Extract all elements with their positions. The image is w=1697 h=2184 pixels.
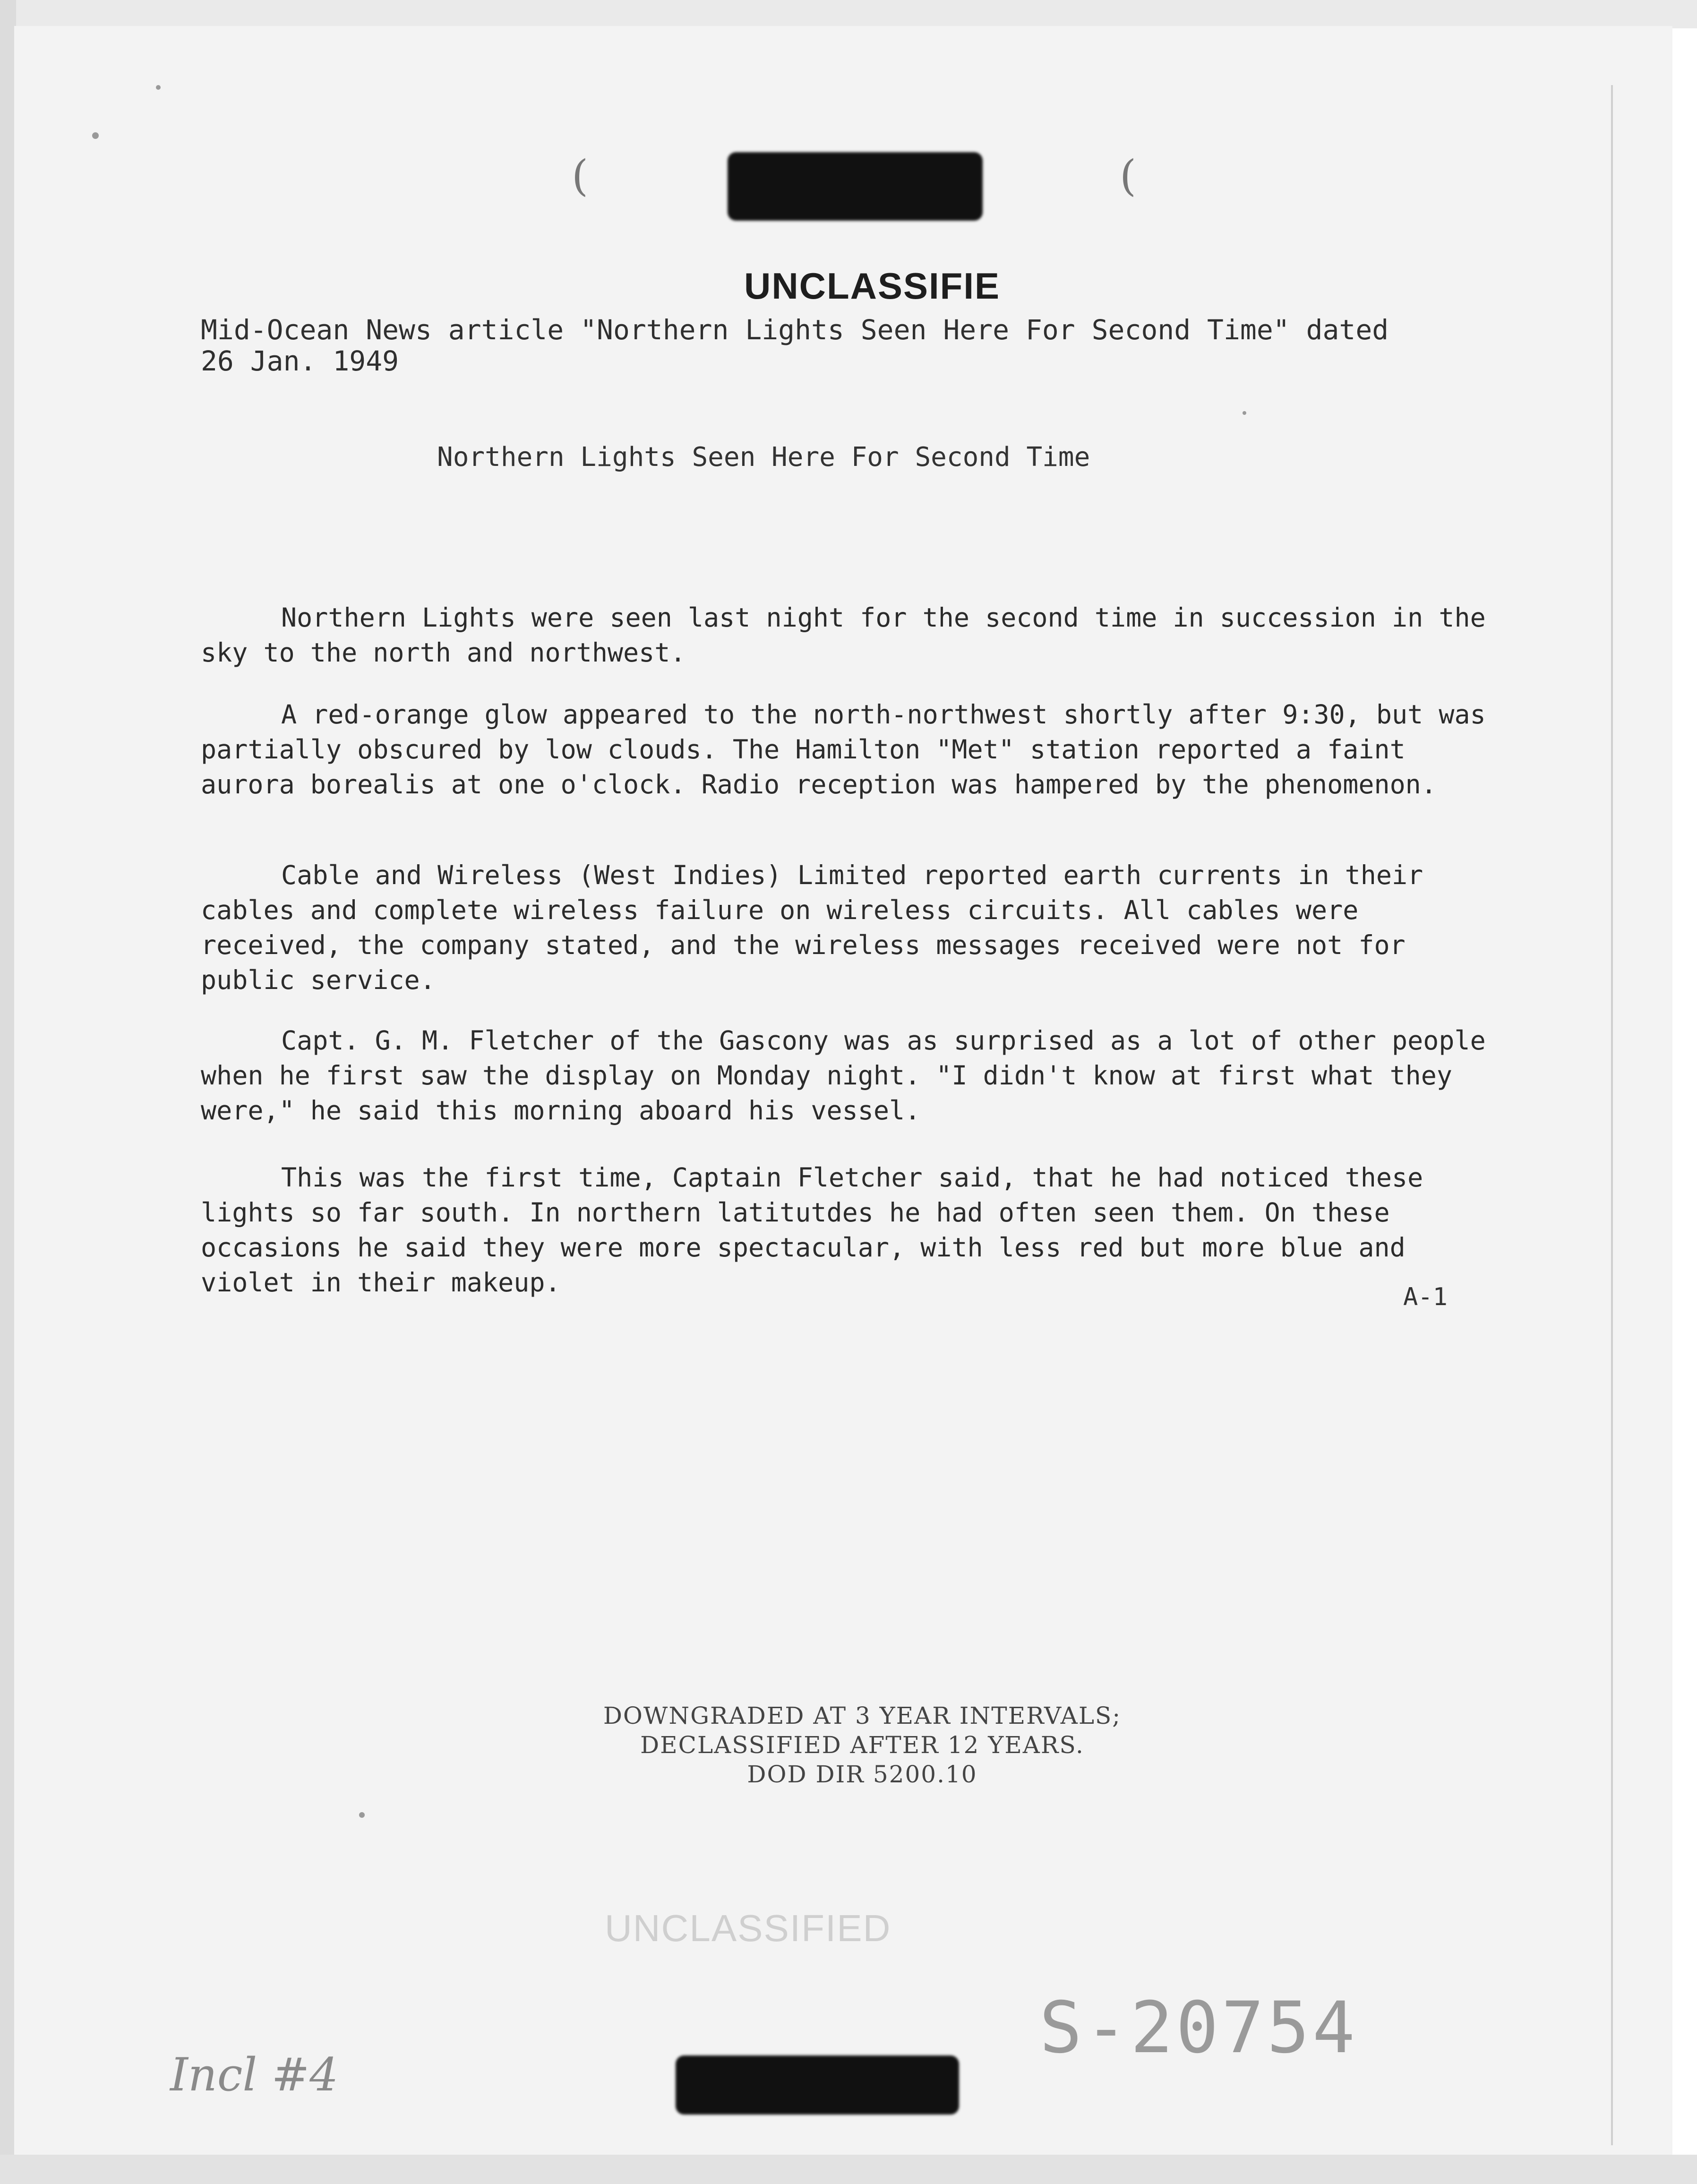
paragraph-3: Cable and Wireless (West Indies) Limited reported earth currents in their cables and complete wireless failure on wireless circuits. All cables were received, the company stated, and the wireless messages received were not for public service. [201,860,1423,995]
scan-speck [156,85,161,90]
redaction-bar-bottom [676,2055,959,2115]
declassification-block [472,1701,1252,1789]
scan-left-edge [0,0,16,2184]
scan-speck [359,1812,365,1818]
declassification-line-2: DECLASSIFIED AFTER 12 YEARS. [640,1731,1084,1759]
scan-speck [92,132,99,139]
document-number: S-20754 [1039,1987,1358,2069]
bracket-mark-right: ( [1120,151,1137,201]
classification-stamp-bottom: UNCLASSIFIED [605,1907,891,1949]
paragraph-5: This was the first time, Captain Fletcher said, that he had noticed these lights so far south. In northern latitutdes he had often seen them. On these occasions he said they were more spectacular, with less red but more blue and violet in their makeup. [201,1162,1423,1298]
declassification-line-3: DOD DIR 5200.10 [747,1761,977,1788]
declassification-line-1: DOWNGRADED AT 3 YEAR INTERVALS; [603,1702,1122,1729]
paragraph-4: Capt. G. M. Fletcher of the Gascony was as surprised as a lot of other people when he first saw the display on Monday night. "I didn't know at first what they were," he said this morning aboard his vessel. [201,1025,1486,1126]
article-caption: Mid-Ocean News article "Northern Lights Seen Here For Second Time" dated 26 Jan. 1949 [201,314,1389,377]
scan-top-edge [0,0,1697,28]
page-identifier: A-1 [1403,1283,1448,1311]
article-title: Northern Lights Seen Here For Second Time [437,442,1090,473]
paragraph-1: Northern Lights were seen last night for the second time in succession in the sky to the north and northwest. [201,602,1486,668]
redaction-bar-top [728,152,983,221]
scan-speck [1243,411,1246,415]
classification-stamp-top: UNCLASSIFIE [744,265,1001,307]
handwritten-note: Incl #4 [170,2048,339,2101]
bracket-mark-left: ( [572,151,589,201]
scan-bottom-edge [0,2155,1697,2184]
paragraph-2: A red-orange glow appeared to the north-northwest shortly after 9:30, but was partially obscured by low clouds. The Hamilton "Met" station reported a faint aurora borealis at one o'clock. Radio reception was hampered by the phenomenon. [201,699,1486,800]
page-right-rule [1611,85,1613,2145]
